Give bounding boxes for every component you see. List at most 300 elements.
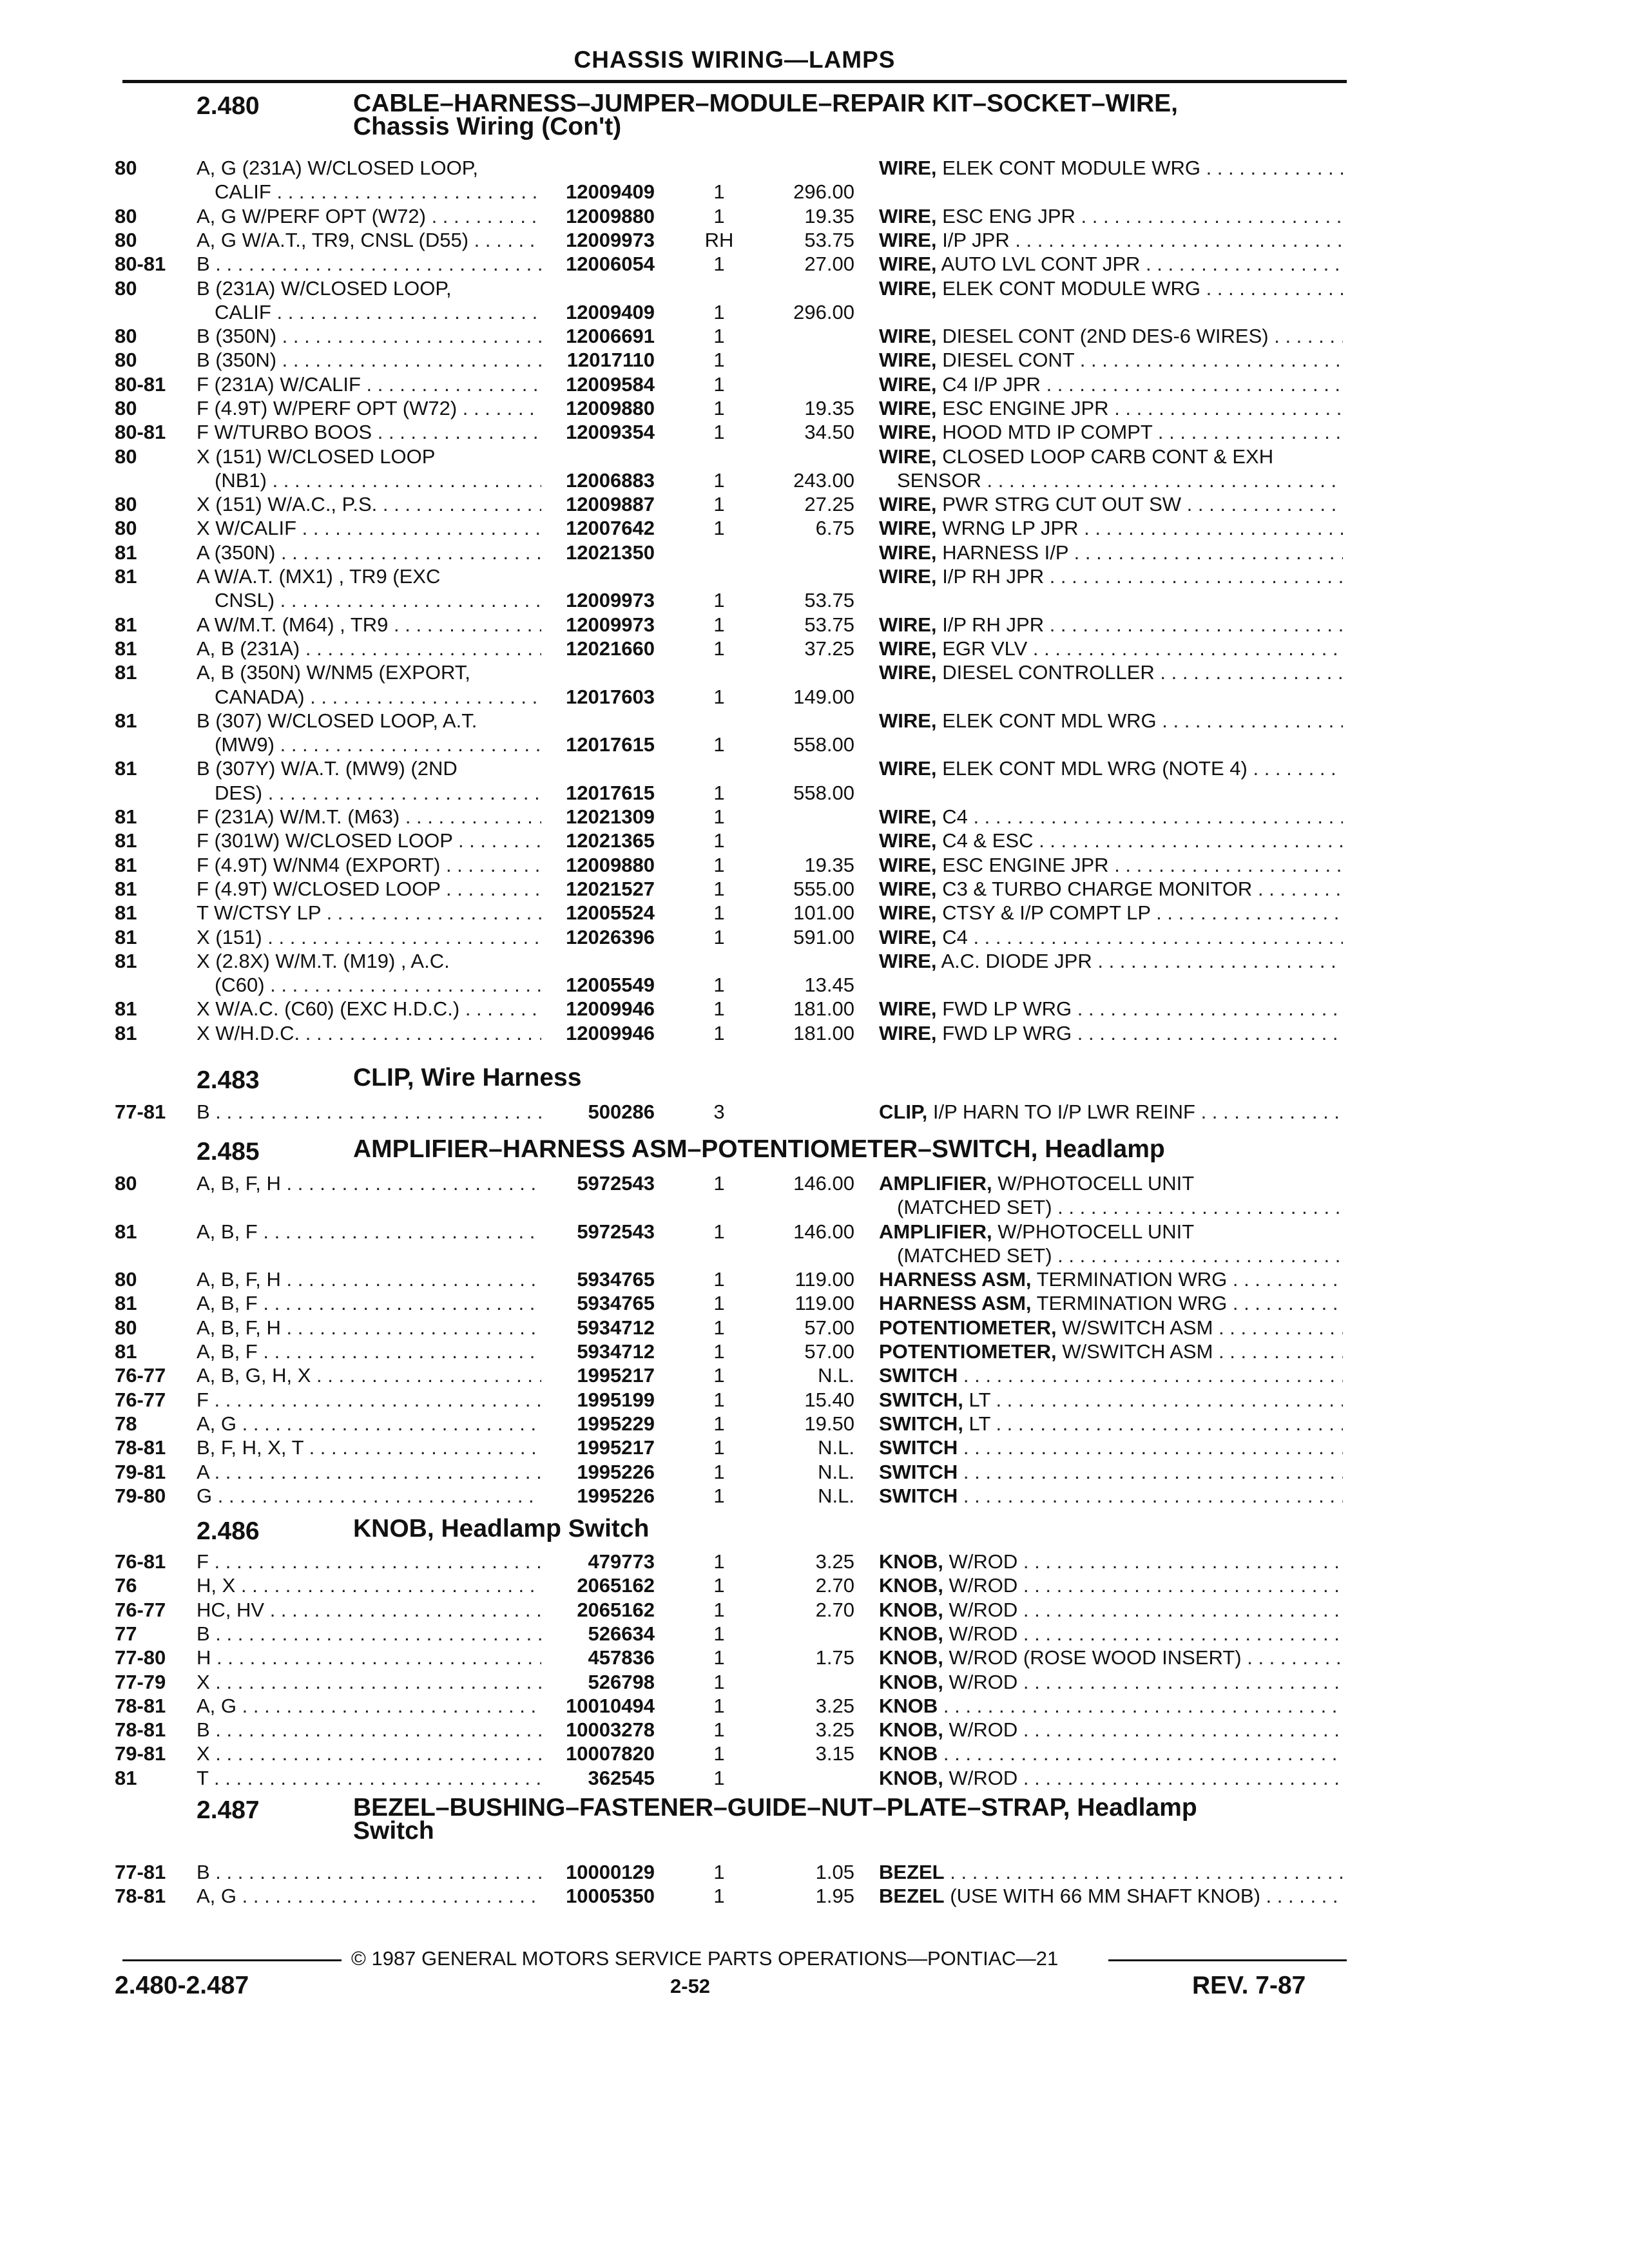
model-year: 81 — [115, 805, 137, 828]
description-keyword: HARNESS ASM, — [879, 1268, 1032, 1291]
model-year: 78 — [115, 1412, 137, 1435]
description-text: W/ROD — [949, 1599, 1018, 1621]
quantity: 1 — [713, 1885, 725, 1907]
part-row — [0, 613, 1629, 637]
part-row — [0, 950, 1629, 973]
price: 19.35 — [804, 854, 854, 876]
section-title: CABLE–HARNESS–JUMPER–MODULE–REPAIR KIT–SOCKET–WIRE, — [353, 90, 1178, 117]
quantity: 1 — [713, 1622, 725, 1645]
description — [879, 205, 1343, 228]
description — [879, 1671, 1343, 1694]
part-number: 12009887 — [566, 493, 655, 515]
description — [879, 325, 1343, 348]
application: A, B, F, H . . . — [197, 1172, 541, 1195]
model-year: 81 — [115, 926, 137, 948]
description-keyword: WIRE, — [879, 445, 937, 468]
application: B . . . — [197, 253, 541, 276]
description — [879, 1767, 1343, 1790]
header-rule — [122, 80, 1347, 83]
part-number: 12009973 — [566, 589, 655, 611]
description-text: DIESEL CONTROLLER — [942, 661, 1155, 684]
quantity: 1 — [713, 1599, 725, 1621]
quantity: 1 — [713, 613, 725, 636]
description-text: DIESEL CONT — [942, 349, 1075, 371]
part-row — [0, 1172, 1629, 1195]
description — [879, 854, 1343, 877]
quantity: RH — [704, 229, 734, 251]
part-number: 1995226 — [577, 1461, 655, 1483]
part-row — [0, 1574, 1629, 1597]
description — [879, 950, 1343, 973]
part-number: 12007642 — [566, 517, 655, 539]
part-row — [0, 277, 1629, 300]
part-number: 12021527 — [566, 878, 655, 900]
part-row-continuation — [0, 469, 1629, 492]
application: A, B, F . . . — [197, 1340, 541, 1363]
description — [879, 637, 1343, 660]
description-text: HARNESS I/P — [942, 541, 1069, 564]
quantity: 1 — [713, 1695, 725, 1717]
description-keyword: KNOB — [879, 1695, 938, 1717]
description-keyword: WIRE, — [879, 397, 937, 419]
model-year: 81 — [115, 613, 137, 636]
quantity: 1 — [713, 349, 725, 371]
application: F . . . — [197, 1550, 541, 1573]
part-number: 10007820 — [566, 1742, 655, 1765]
model-year: 80 — [115, 493, 137, 515]
model-year: 78-81 — [115, 1695, 166, 1717]
part-row — [0, 1340, 1629, 1363]
part-number: 12009973 — [566, 613, 655, 636]
application: T W/CTSY LP . . . — [197, 901, 541, 925]
description — [879, 277, 1343, 300]
quantity: 1 — [713, 1340, 725, 1363]
description — [879, 1646, 1343, 1669]
application: A, B, F . . . — [197, 1292, 541, 1315]
description-text: TERMINATION WRG — [1036, 1268, 1228, 1291]
description — [879, 229, 1343, 252]
description — [879, 1550, 1343, 1573]
description — [879, 805, 1343, 829]
quantity: 1 — [713, 1646, 725, 1669]
description-text: ELEK CONT MODULE WRG — [942, 277, 1200, 300]
section-number: 2.485 — [197, 1138, 260, 1166]
part-number: 5934712 — [577, 1316, 655, 1339]
price: 2.70 — [815, 1599, 854, 1621]
application: A, B, G, H, X . . . — [197, 1364, 541, 1387]
part-row — [0, 1550, 1629, 1573]
part-number: 12026396 — [566, 926, 655, 948]
footer-rule-left — [122, 1959, 342, 1961]
part-number: 12009409 — [566, 180, 655, 203]
description-text: I/P RH JPR — [942, 565, 1045, 588]
application: A (350N) . . . — [197, 541, 541, 564]
model-year: 80-81 — [115, 421, 166, 443]
quantity: 1 — [713, 493, 725, 515]
application: DES) . . . — [215, 782, 541, 805]
description-text: C4 — [942, 805, 968, 828]
part-row — [0, 1389, 1629, 1412]
description-keyword: AMPLIFIER, — [879, 1220, 992, 1243]
price: 1.95 — [815, 1885, 854, 1907]
application: A, B, F . . . — [197, 1220, 541, 1244]
description-text: W/ROD — [949, 1718, 1018, 1741]
part-row — [0, 997, 1629, 1021]
price: 1.75 — [815, 1646, 854, 1669]
description-keyword: WIRE, — [879, 229, 937, 251]
description — [879, 1172, 1343, 1195]
model-year: 81 — [115, 1292, 137, 1314]
quantity: 1 — [713, 1220, 725, 1243]
part-row-continuation — [0, 589, 1629, 612]
part-number: 526798 — [588, 1671, 655, 1693]
quantity: 1 — [713, 517, 725, 539]
model-year: 80 — [115, 229, 137, 251]
price: 119.00 — [795, 1292, 854, 1314]
price: 149.00 — [793, 686, 854, 708]
description-keyword: POTENTIOMETER, — [879, 1340, 1057, 1363]
description — [879, 1861, 1343, 1884]
description-text: TERMINATION WRG — [1036, 1292, 1228, 1314]
part-number: 1995217 — [577, 1364, 655, 1387]
price: 6.75 — [815, 517, 854, 539]
part-row — [0, 1742, 1629, 1765]
description — [879, 926, 1343, 949]
description-text: C4 I/P JPR — [942, 373, 1041, 396]
part-row — [0, 325, 1629, 348]
quantity: 1 — [713, 1461, 725, 1483]
section-subtitle: Switch — [353, 1817, 434, 1845]
quantity: 1 — [713, 1172, 725, 1195]
part-row — [0, 1461, 1629, 1484]
application: B (307) W/CLOSED LOOP, A.T. — [197, 709, 477, 732]
description-keyword: POTENTIOMETER, — [879, 1316, 1057, 1339]
model-year: 80 — [115, 349, 137, 371]
part-number: 5972543 — [577, 1172, 655, 1195]
price: 555.00 — [793, 878, 854, 900]
section-number: 2.483 — [197, 1066, 260, 1094]
footer-revision: REV. 7-87 — [1192, 1972, 1306, 1999]
part-number: 12009973 — [566, 229, 655, 251]
quantity: 1 — [713, 733, 725, 756]
application: B (350N) . . . — [197, 349, 541, 372]
description-text: A.C. DIODE JPR — [941, 950, 1092, 972]
description-keyword: SWITCH — [879, 1461, 958, 1483]
quantity: 1 — [713, 829, 725, 852]
part-number: 12021365 — [566, 829, 655, 852]
price: N.L. — [818, 1364, 854, 1387]
part-number: 500286 — [588, 1100, 655, 1123]
application: A, G W/PERF OPT (W72) . . . — [197, 205, 541, 228]
description-text: (USE WITH 66 MM SHAFT KNOB) . — [950, 1885, 1272, 1907]
quantity: 1 — [713, 1292, 725, 1314]
description-text: (MATCHED SET) — [897, 1196, 1052, 1218]
price: 19.50 — [804, 1412, 854, 1435]
model-year: 78-81 — [115, 1718, 166, 1741]
description — [897, 469, 1343, 492]
price: 57.00 — [804, 1340, 854, 1363]
part-row — [0, 253, 1629, 276]
description-text: WRNG LP JPR — [942, 517, 1079, 539]
description-text: C4 & ESC — [942, 829, 1034, 852]
model-year: 80 — [115, 397, 137, 419]
quantity: 1 — [713, 1742, 725, 1765]
application: A, B, F, H . . . — [197, 1316, 541, 1340]
part-row-continuation — [0, 974, 1629, 997]
section-title: BEZEL–BUSHING–FASTENER–GUIDE–NUT–PLATE–STRAP, Headlamp — [353, 1794, 1197, 1821]
model-year: 81 — [115, 565, 137, 588]
description-text: C3 & TURBO CHARGE MONITOR — [942, 878, 1253, 900]
model-year: 77-80 — [115, 1646, 166, 1669]
application: CNSL) . . . — [215, 589, 541, 612]
part-row-continuation — [0, 180, 1629, 204]
price: 146.00 — [793, 1172, 854, 1195]
application: X W/H.D.C. . . . — [197, 1022, 541, 1045]
model-year: 80 — [115, 157, 137, 179]
part-number: 12005549 — [566, 974, 655, 996]
description-text: W/ROD — [949, 1622, 1018, 1645]
part-row — [0, 637, 1629, 660]
part-row — [0, 805, 1629, 829]
part-number: 12005524 — [566, 901, 655, 924]
description — [879, 1316, 1343, 1340]
quantity: 1 — [713, 1485, 725, 1507]
description-text: SENSOR — [897, 469, 981, 492]
part-row — [0, 445, 1629, 468]
quantity: 1 — [713, 782, 725, 804]
application: B . . . — [197, 1861, 541, 1884]
model-year: 76-77 — [115, 1364, 166, 1387]
application: CANADA) . . . — [215, 686, 541, 709]
description-keyword: WIRE, — [879, 950, 937, 972]
application: F (4.9T) W/NM4 (EXPORT) . . . — [197, 854, 541, 877]
description — [879, 1599, 1343, 1622]
price: N.L. — [818, 1485, 854, 1507]
description-text: ELEK CONT MODULE WRG — [942, 157, 1200, 179]
part-number: 12006691 — [566, 325, 655, 347]
description-text: I/P RH JPR — [942, 613, 1045, 636]
description-keyword: WIRE, — [879, 565, 937, 588]
description-keyword: SWITCH — [879, 1485, 958, 1507]
application: HC, HV . . . — [197, 1599, 541, 1622]
price: 1.05 — [815, 1861, 854, 1883]
application: B (307Y) W/A.T. (MW9) (2ND — [197, 757, 458, 780]
quantity: 1 — [713, 1767, 725, 1789]
quantity: 1 — [713, 589, 725, 611]
part-row — [0, 1767, 1629, 1790]
application: F (4.9T) W/PERF OPT (W72) . . . — [197, 397, 541, 420]
quantity: 1 — [713, 878, 725, 900]
quantity: 1 — [713, 1718, 725, 1741]
part-number: 12017615 — [566, 733, 655, 756]
description — [879, 1574, 1343, 1597]
price: 3.25 — [815, 1550, 854, 1573]
part-row — [0, 1861, 1629, 1884]
application: CALIF . . . — [215, 301, 541, 324]
price: 558.00 — [793, 782, 854, 804]
description-keyword: WIRE, — [879, 157, 937, 179]
quantity: 1 — [713, 686, 725, 708]
model-year: 81 — [115, 1220, 137, 1243]
model-year: 77 — [115, 1622, 137, 1645]
part-row — [0, 397, 1629, 420]
description-keyword: SWITCH, — [879, 1389, 963, 1411]
application: (MW9) . . . — [215, 733, 541, 756]
model-year: 80 — [115, 1316, 137, 1339]
description-keyword: WIRE, — [879, 205, 937, 227]
model-year: 80-81 — [115, 373, 166, 396]
description-keyword: KNOB, — [879, 1550, 943, 1573]
model-year: 79-80 — [115, 1485, 166, 1507]
application: X W/A.C. (C60) (EXC H.D.C.) . . . — [197, 997, 541, 1021]
price: 15.40 — [804, 1389, 854, 1411]
price: 53.75 — [804, 229, 854, 251]
description-text: W/ROD — [949, 1671, 1018, 1693]
description-keyword: HARNESS ASM, — [879, 1292, 1032, 1314]
price: 296.00 — [793, 301, 854, 323]
application: F (231A) W/CALIF . . . — [197, 373, 541, 396]
application: X (151) W/CLOSED LOOP — [197, 445, 436, 468]
part-number: 2065162 — [577, 1574, 655, 1597]
part-number: 10000129 — [566, 1861, 655, 1883]
model-year: 81 — [115, 661, 137, 684]
description-keyword: BEZEL — [879, 1861, 945, 1883]
quantity: 1 — [713, 1671, 725, 1693]
description-keyword: WIRE, — [879, 253, 937, 275]
application: (NB1) . . . — [215, 469, 541, 492]
quantity: 1 — [713, 1389, 725, 1411]
application: B, F, H, X, T . . . — [197, 1436, 541, 1459]
price: 243.00 — [793, 469, 854, 492]
description-text: ELEK CONT MDL WRG (NOTE 4) — [942, 757, 1248, 780]
price: 3.15 — [815, 1742, 854, 1765]
part-row — [0, 1599, 1629, 1622]
part-row — [0, 1622, 1629, 1646]
part-number: 12021309 — [566, 805, 655, 828]
description-keyword: WIRE, — [879, 901, 937, 924]
description-keyword: CLIP, — [879, 1100, 928, 1123]
description — [879, 373, 1343, 396]
application: A W/A.T. (MX1) , TR9 (EXC — [197, 565, 441, 588]
part-row — [0, 373, 1629, 396]
description-keyword: WIRE, — [879, 805, 937, 828]
description — [879, 445, 1343, 468]
price: 146.00 — [793, 1220, 854, 1243]
description-keyword: SWITCH — [879, 1436, 958, 1459]
part-row — [0, 757, 1629, 780]
description — [879, 829, 1343, 852]
quantity: 1 — [713, 1574, 725, 1597]
price: N.L. — [818, 1436, 854, 1459]
model-year: 80 — [115, 517, 137, 539]
part-number: 457836 — [588, 1646, 655, 1669]
part-number: 5934765 — [577, 1268, 655, 1291]
description — [897, 1196, 1343, 1219]
part-row — [0, 1436, 1629, 1459]
footer-rule-right — [1108, 1959, 1347, 1961]
description-keyword: KNOB — [879, 1742, 938, 1765]
description-keyword: WIRE, — [879, 373, 937, 396]
part-number: 479773 — [588, 1550, 655, 1573]
model-year: 81 — [115, 541, 137, 564]
part-number: 12017603 — [566, 686, 655, 708]
part-number: 12009880 — [566, 854, 655, 876]
description — [879, 1885, 1343, 1908]
description-keyword: WIRE, — [879, 878, 937, 900]
quantity: 1 — [713, 1436, 725, 1459]
quantity: 1 — [713, 1412, 725, 1435]
description — [879, 253, 1343, 276]
quantity: 1 — [713, 926, 725, 948]
description-keyword: WIRE, — [879, 997, 937, 1020]
price: 119.00 — [795, 1268, 854, 1291]
description-keyword: WIRE, — [879, 493, 937, 515]
price: 101.00 — [793, 901, 854, 924]
model-year: 76 — [115, 1574, 137, 1597]
part-row — [0, 1022, 1629, 1045]
application: A, B, F, H . . . — [197, 1268, 541, 1291]
part-row — [0, 157, 1629, 180]
part-number: 12009409 — [566, 301, 655, 323]
quantity: 1 — [713, 325, 725, 347]
quantity: 1 — [713, 373, 725, 396]
description-keyword: AMPLIFIER, — [879, 1172, 992, 1195]
part-row — [0, 854, 1629, 877]
footer-section-range: 2.480-2.487 — [115, 1972, 249, 1999]
quantity: 1 — [713, 1364, 725, 1387]
part-row — [0, 421, 1629, 444]
quantity: 1 — [713, 1316, 725, 1339]
model-year: 76-77 — [115, 1389, 166, 1411]
part-row — [0, 349, 1629, 372]
model-year: 81 — [115, 997, 137, 1020]
application: X . . . — [197, 1671, 541, 1694]
part-number: 12006883 — [566, 469, 655, 492]
description-text: LT — [969, 1389, 990, 1411]
description — [897, 1244, 1343, 1267]
description — [879, 565, 1343, 588]
quantity: 1 — [713, 205, 725, 227]
description — [879, 493, 1343, 516]
description-keyword: WIRE, — [879, 757, 937, 780]
description-keyword: KNOB, — [879, 1671, 943, 1693]
part-number: 1995226 — [577, 1485, 655, 1507]
description — [879, 1022, 1343, 1045]
description — [879, 1389, 1343, 1412]
section-title: CLIP, Wire Harness — [353, 1064, 582, 1091]
application: A, G W/A.T., TR9, CNSL (D55) . . . — [197, 229, 541, 252]
description — [879, 1485, 1343, 1508]
model-year: 80 — [115, 205, 137, 227]
description-keyword: KNOB, — [879, 1646, 943, 1669]
part-number: 12006054 — [566, 253, 655, 275]
application: B (350N) . . . — [197, 325, 541, 348]
price: 53.75 — [804, 589, 854, 611]
quantity: 3 — [713, 1100, 725, 1123]
part-number: 2065162 — [577, 1599, 655, 1621]
description-text: FWD LP WRG — [942, 1022, 1072, 1044]
quantity: 1 — [713, 180, 725, 203]
description-text: PWR STRG CUT OUT SW — [942, 493, 1182, 515]
price: 296.00 — [793, 180, 854, 203]
price: 19.35 — [804, 205, 854, 227]
application: F (301W) W/CLOSED LOOP . . . — [197, 829, 541, 852]
description — [879, 709, 1343, 733]
description-keyword: KNOB, — [879, 1599, 943, 1621]
quantity: 1 — [713, 1268, 725, 1291]
model-year: 80 — [115, 277, 137, 300]
description-text: FWD LP WRG — [942, 997, 1072, 1020]
